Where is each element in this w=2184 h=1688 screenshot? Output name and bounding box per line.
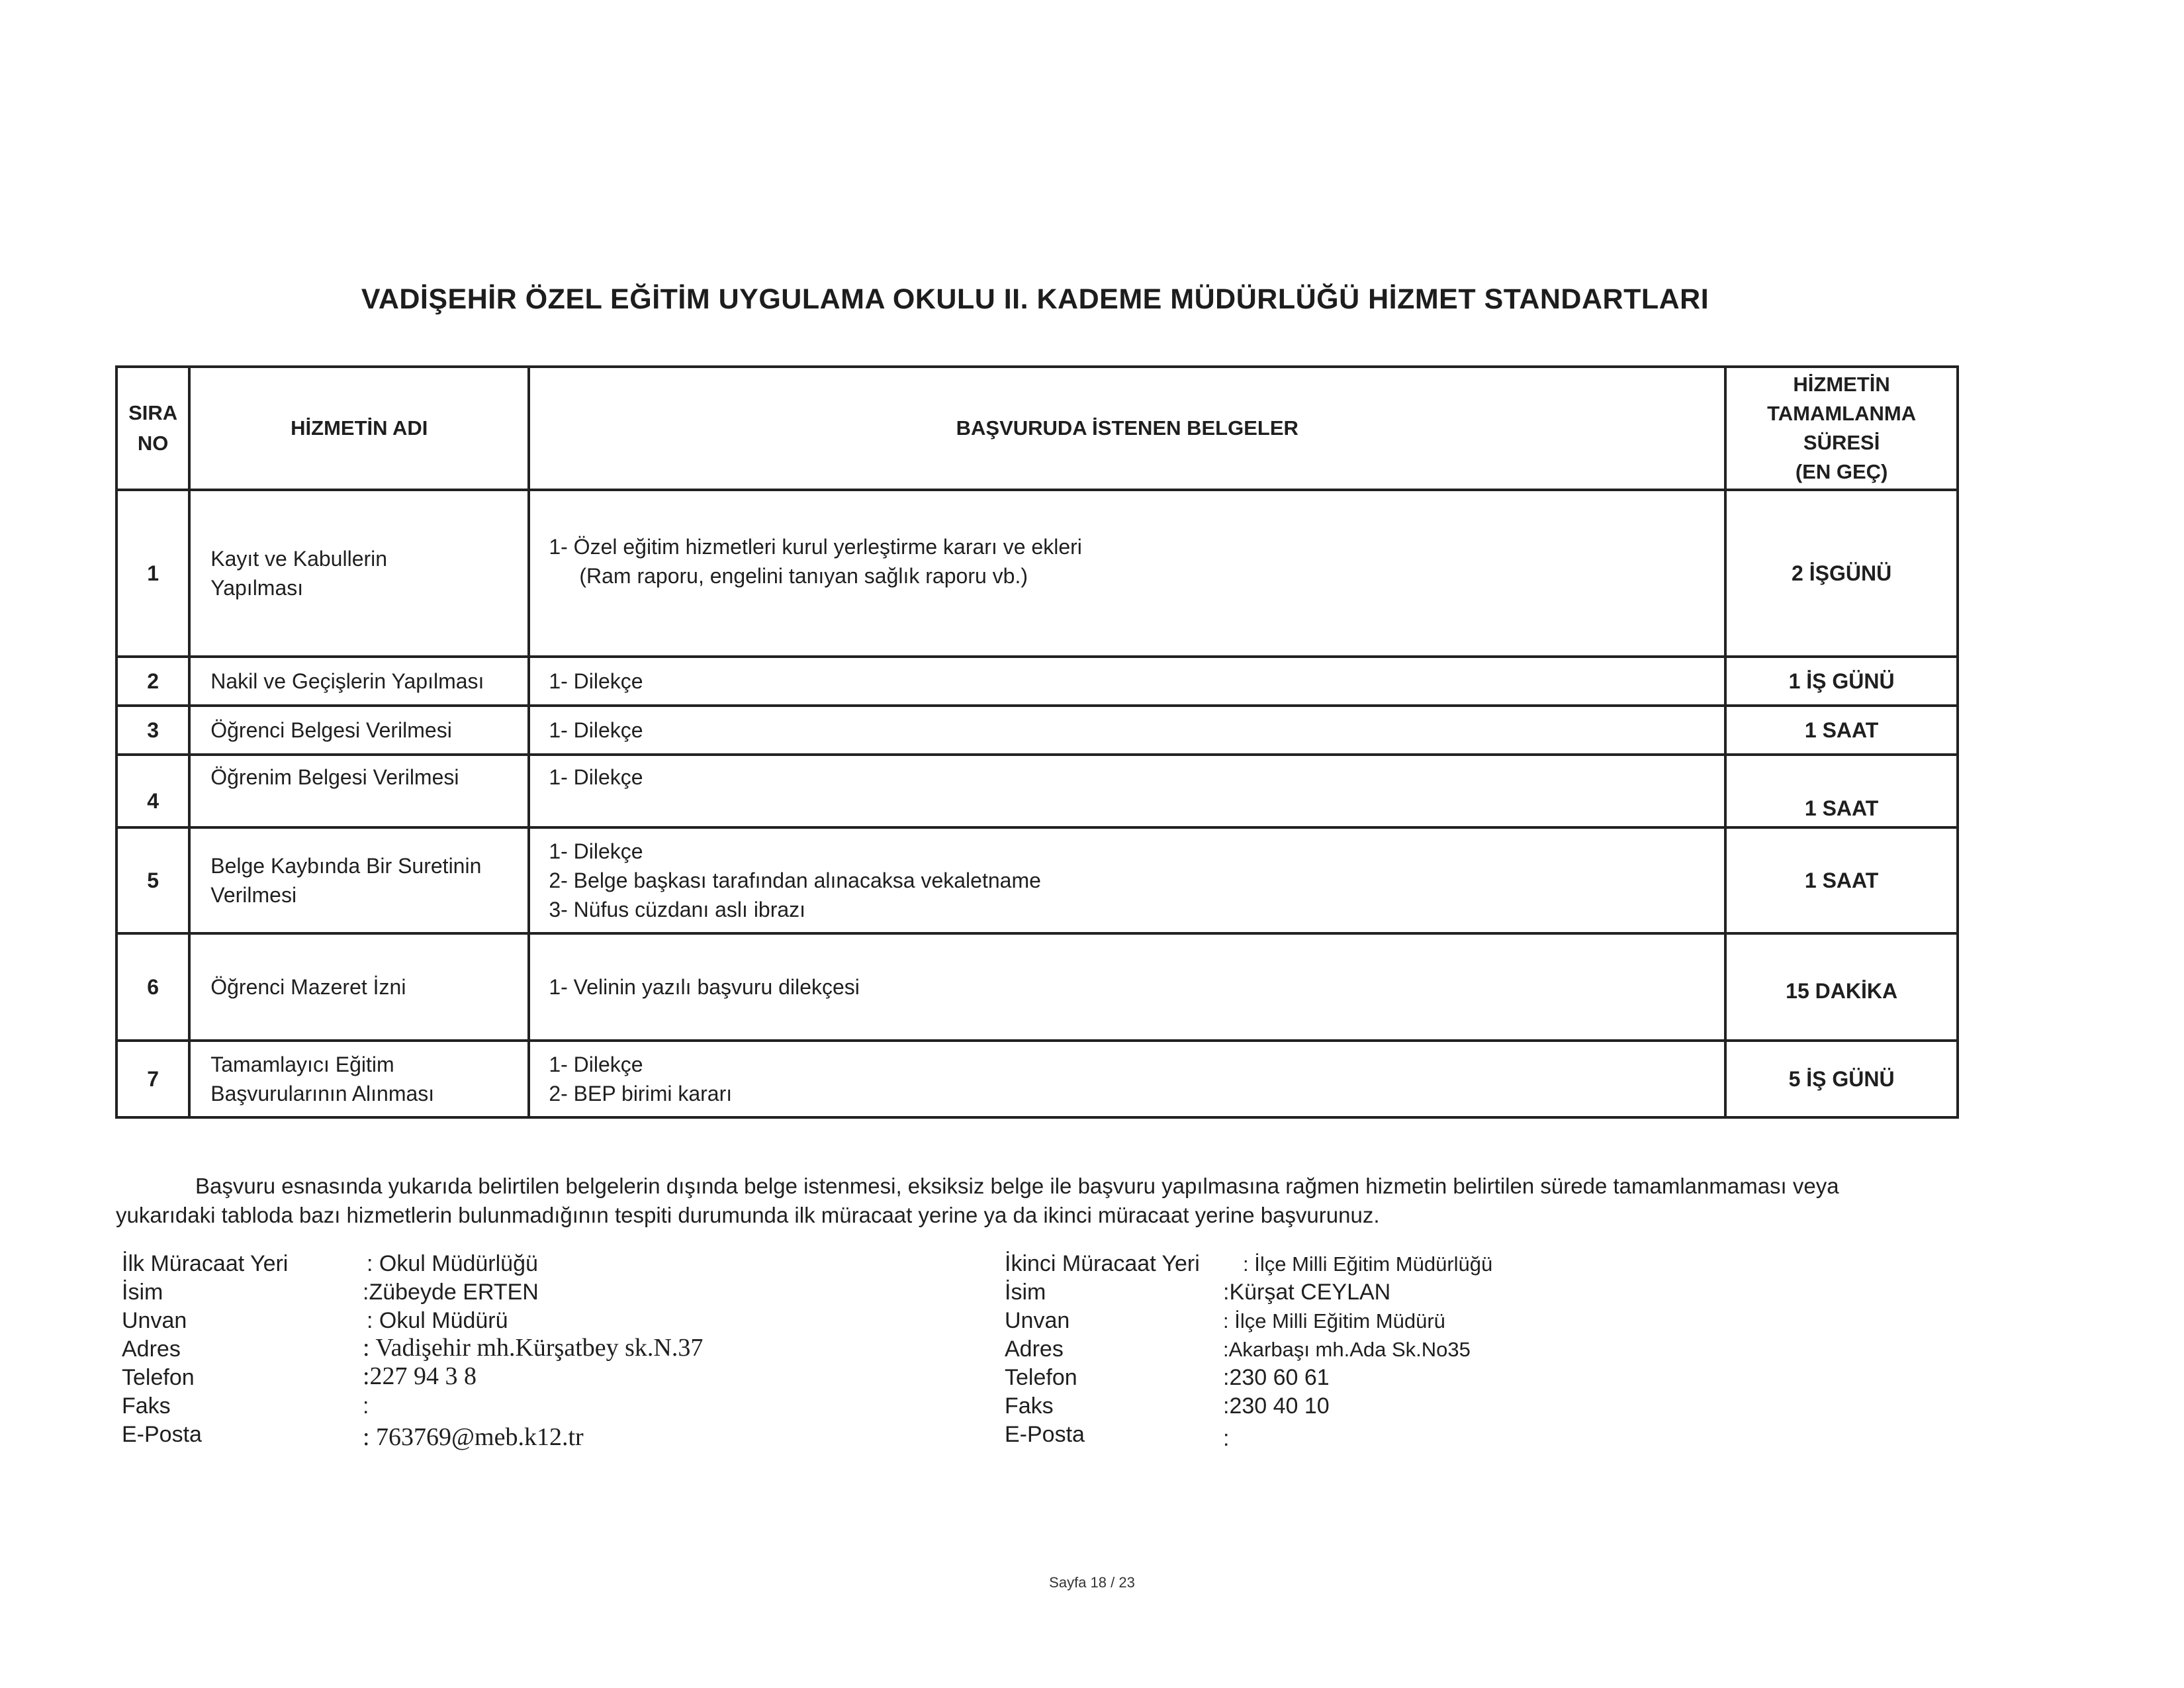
contact-value: :230 40 10 — [1223, 1393, 1330, 1419]
contact-label: Unvan — [122, 1308, 187, 1333]
completion-time: 1 SAAT — [1725, 755, 1958, 827]
contact-value: :Kürşat CEYLAN — [1223, 1280, 1391, 1305]
contact-row-title — [122, 1307, 916, 1335]
service-name-line: Yapılması — [210, 576, 304, 600]
contact-value: : — [1223, 1426, 1230, 1451]
document-item: 1- Dilekçe — [549, 765, 643, 789]
row-number: 3 — [116, 706, 189, 755]
required-documents — [529, 933, 1725, 1041]
service-name — [189, 657, 529, 706]
service-name-line: Belge Kaybında Bir Suretinin — [210, 854, 482, 878]
table-row — [116, 657, 1958, 706]
service-name-line: Nakil ve Geçişlerin Yapılması — [210, 669, 484, 693]
contact-label: İkinci Müracaat Yeri — [1005, 1251, 1200, 1276]
service-name-line: Öğrenim Belgesi Verilmesi — [210, 765, 459, 789]
contact-value: :230 60 61 — [1223, 1365, 1330, 1390]
notice-line-text: Başvuru esnasında yukarıda belirtilen belgelerin dışında belge istenmesi, eksiksiz belge ile başvuru yapılmasına rağmen hizmetin belirtilen sürede tamamlanmaması veya — [195, 1174, 1839, 1198]
document-item: 1- Dilekçe — [549, 839, 643, 863]
row-number: 6 — [116, 933, 189, 1041]
contact-row-email — [122, 1421, 916, 1449]
contact-row-name — [122, 1278, 916, 1307]
completion-time: 1 İŞ GÜNÜ — [1725, 657, 1958, 706]
contact-label: İlk Müracaat Yeri — [122, 1251, 289, 1276]
contact-label: İsim — [122, 1280, 163, 1305]
notice-paragraph — [116, 1172, 1969, 1230]
contact-value: :227 94 3 8 — [363, 1362, 477, 1390]
service-name — [189, 490, 529, 657]
contact-row-fax — [1005, 1392, 1799, 1421]
completion-time: 1 SAAT — [1725, 827, 1958, 933]
header-time-line4: (EN GEÇ) — [1795, 460, 1888, 483]
contact-row-email — [1005, 1421, 1799, 1449]
contact-row-phone — [122, 1364, 916, 1392]
contact-value: : Okul Müdürlüğü — [367, 1251, 538, 1276]
header-service-name: HİZMETİN ADI — [189, 367, 529, 490]
document-item: 1- Dilekçe — [549, 718, 643, 742]
contact-value: : Vadişehir mh.Kürşatbey sk.N.37 — [363, 1334, 704, 1362]
table-row — [116, 755, 1958, 827]
service-name — [189, 933, 529, 1041]
row-number: 4 — [116, 755, 189, 827]
document-item: 1- Dilekçe — [549, 1053, 643, 1076]
service-name-line: Öğrenci Mazeret İzni — [210, 975, 406, 999]
header-time-line2: TAMAMLANMA — [1767, 402, 1917, 425]
contact-row-title — [1005, 1307, 1799, 1335]
document-item: (Ram raporu, engelini tanıyan sağlık raporu vb.) — [579, 564, 1028, 588]
service-name-line: Verilmesi — [210, 883, 297, 907]
table-row — [116, 933, 1958, 1041]
completion-time: 1 SAAT — [1725, 706, 1958, 755]
service-name-line: Başvurularının Alınması — [210, 1082, 435, 1105]
contact-label: İsim — [1005, 1280, 1046, 1305]
completion-time: 15 DAKİKA — [1725, 933, 1958, 1041]
contact-row-name — [1005, 1278, 1799, 1307]
required-documents — [529, 827, 1725, 933]
service-name-line: Öğrenci Belgesi Verilmesi — [210, 718, 452, 742]
contact-label: Adres — [122, 1336, 181, 1362]
row-number: 7 — [116, 1041, 189, 1117]
contact-value: : — [363, 1393, 369, 1419]
header-sira-no — [116, 367, 189, 490]
contact-label: E-Posta — [122, 1422, 202, 1447]
required-documents — [529, 755, 1725, 827]
document-item: 2- Belge başkası tarafından alınacaksa vekaletname — [549, 868, 1041, 892]
row-number: 5 — [116, 827, 189, 933]
contact-value: :Zübeyde ERTEN — [363, 1280, 539, 1305]
header-completion-time — [1725, 367, 1958, 490]
contact-row-phone — [1005, 1364, 1799, 1392]
contact-label: Telefon — [1005, 1365, 1077, 1390]
service-name — [189, 827, 529, 933]
page-number: Sayfa 18 / 23 — [1049, 1574, 1135, 1591]
completion-time: 2 İŞGÜNÜ — [1725, 490, 1958, 657]
contact-row-fax — [122, 1392, 916, 1421]
document-item: 1- Özel eğitim hizmetleri kurul yerleştirme kararı ve ekleri — [549, 535, 1082, 559]
service-name — [189, 755, 529, 827]
contact-label: Adres — [1005, 1336, 1064, 1362]
document-item: 2- BEP birimi kararı — [549, 1082, 733, 1105]
completion-time: 5 İŞ GÜNÜ — [1725, 1041, 1958, 1117]
service-name — [189, 1041, 529, 1117]
table-row — [116, 706, 1958, 755]
contact-value: : Okul Müdürü — [367, 1308, 508, 1333]
contact-label: Faks — [122, 1393, 171, 1419]
document-item: 3- Nüfus cüzdanı aslı ibrazı — [549, 898, 806, 921]
first-contact-block — [122, 1250, 916, 1449]
contact-label: Telefon — [122, 1365, 195, 1390]
table-row — [116, 1041, 1958, 1117]
contact-row-address — [122, 1335, 916, 1364]
table-row — [116, 827, 1958, 933]
page-title: VADİŞEHİR ÖZEL EĞİTİM UYGULAMA OKULU II. KADEME MÜDÜRLÜĞÜ HİZMET STANDARTLARI — [361, 283, 1709, 315]
header-sira: SIRA — [128, 401, 178, 424]
header-no: NO — [137, 432, 169, 455]
header-required-documents: BAŞVURUDA İSTENEN BELGELER — [529, 367, 1725, 490]
contact-row-address — [1005, 1335, 1799, 1364]
service-name-line: Tamamlayıcı Eğitim — [210, 1053, 394, 1076]
service-name-line: Kayıt ve Kabullerin — [210, 547, 388, 571]
service-name — [189, 706, 529, 755]
required-documents — [529, 490, 1725, 657]
contact-label: E-Posta — [1005, 1422, 1085, 1447]
notice-line — [116, 1172, 1969, 1201]
notice-line: yukarıdaki tabloda bazı hizmetlerin bulunmadığının tespiti durumunda ilk müracaat yerine ya da ikinci müracaat yerine başvurunuz. — [116, 1203, 1380, 1227]
header-time-line1: HİZMETİN — [1793, 373, 1890, 396]
second-contact-block — [1005, 1250, 1799, 1449]
contact-value: : İlçe Milli Eğitim Müdürlüğü — [1243, 1252, 1493, 1276]
contact-row-place — [1005, 1250, 1799, 1278]
header-time-line3: SÜRESİ — [1803, 431, 1880, 454]
required-documents — [529, 657, 1725, 706]
contact-row-place — [122, 1250, 916, 1278]
table-row — [116, 490, 1958, 657]
contact-value: : 763769@meb.k12.tr — [363, 1423, 584, 1451]
service-standards-table — [115, 365, 1959, 1119]
contact-value: : İlçe Milli Eğitim Müdürü — [1223, 1309, 1445, 1333]
document-item: 1- Velinin yazılı başvuru dilekçesi — [549, 975, 860, 999]
required-documents — [529, 1041, 1725, 1117]
document-item: 1- Dilekçe — [549, 669, 643, 693]
contact-label: Faks — [1005, 1393, 1054, 1419]
row-number: 2 — [116, 657, 189, 706]
contact-value: :Akarbaşı mh.Ada Sk.No35 — [1223, 1338, 1471, 1361]
row-number: 1 — [116, 490, 189, 657]
table-header-row — [116, 367, 1958, 490]
required-documents — [529, 706, 1725, 755]
contact-label: Unvan — [1005, 1308, 1070, 1333]
